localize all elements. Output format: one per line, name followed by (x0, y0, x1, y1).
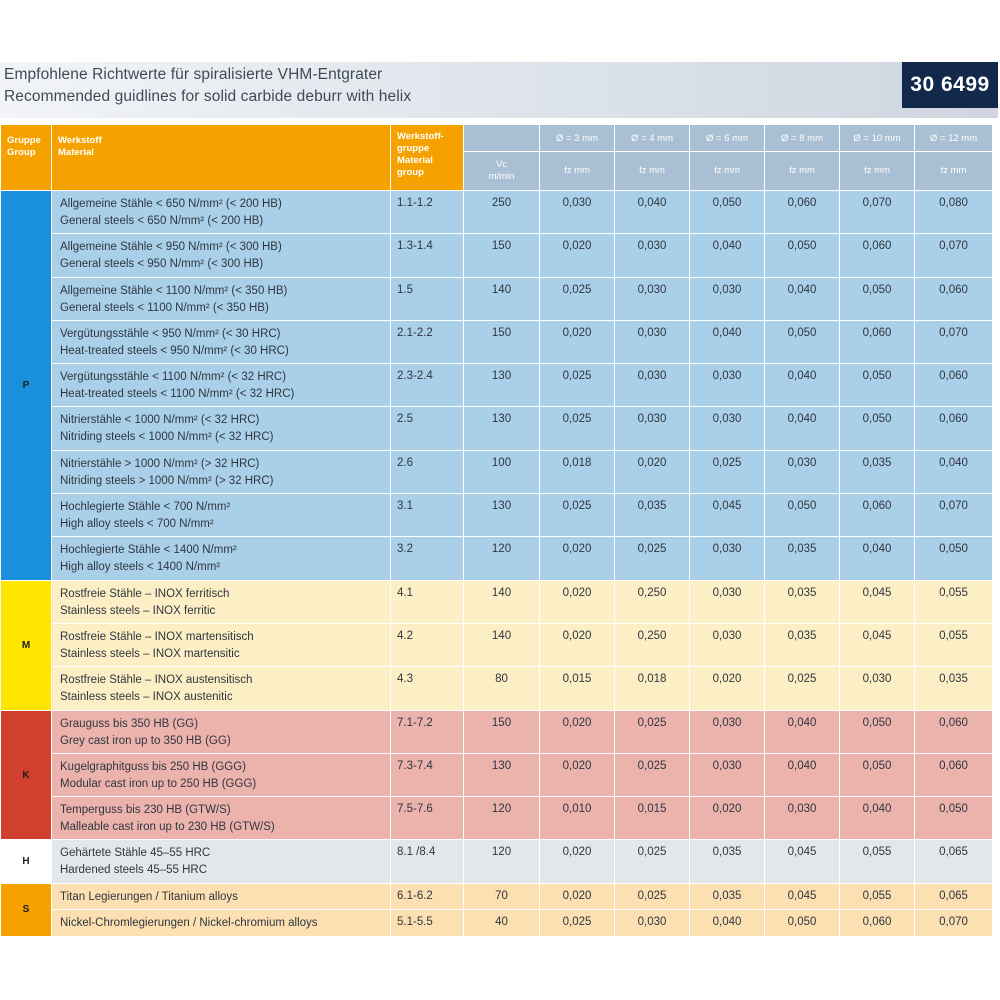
feed-per-tooth-value: 0,060 (915, 710, 993, 753)
feed-per-tooth-value: 0,020 (540, 753, 615, 796)
feed-per-tooth-value: 0,040 (690, 910, 765, 937)
feed-per-tooth-value: 0,030 (615, 407, 690, 450)
material-name-en: Grey cast iron up to 350 HB (GG) (60, 734, 231, 747)
feed-per-tooth-value: 0,020 (540, 883, 615, 910)
feed-per-tooth-value: 0,040 (765, 407, 840, 450)
feed-per-tooth-value: 0,040 (690, 320, 765, 363)
material-group-column-header (391, 125, 464, 191)
material-name-de: Nitrierstähle < 1000 N/mm² (< 32 HRC) (60, 414, 260, 427)
feed-per-tooth-value: 0,050 (840, 407, 915, 450)
feed-per-tooth-value: 0,025 (540, 407, 615, 450)
cutting-speed-value: 150 (464, 710, 540, 753)
article-number-badge: 30 6499 (902, 62, 998, 108)
table-row (1, 580, 993, 623)
feed-per-tooth-value: 0,050 (840, 710, 915, 753)
vc-header (464, 152, 540, 191)
feed-per-tooth-value: 0,045 (765, 840, 840, 883)
feed-per-tooth-value: 0,050 (690, 191, 765, 234)
material-name-en: Stainless steels – INOX austenitic (60, 691, 233, 704)
material-group-range: 7.5-7.6 (391, 797, 464, 840)
feed-per-tooth-value: 0,020 (540, 537, 615, 580)
material-name-de: Kugelgraphitguss bis 250 HB (GGG) (60, 760, 247, 773)
material-group-range: 1.3-1.4 (391, 234, 464, 277)
table-row (1, 320, 993, 363)
feed-per-tooth-value: 0,035 (690, 883, 765, 910)
material-name-en: Hardened steels 45–55 HRC (60, 864, 208, 877)
fz-header: fz mm (915, 152, 993, 191)
feed-per-tooth-value: 0,060 (840, 910, 915, 937)
material-name-de: Allgemeine Stähle < 1100 N/mm² (< 350 HB) (60, 284, 288, 297)
cutting-speed-value: 120 (464, 797, 540, 840)
table-row (1, 494, 993, 537)
feed-per-tooth-value: 0,030 (690, 364, 765, 407)
feed-per-tooth-value: 0,040 (765, 753, 840, 796)
material-name-de: Vergütungsstähle < 1100 N/mm² (< 32 HRC) (60, 371, 287, 384)
material-name-de: Hochlegierte Stähle < 700 N/mm² (60, 501, 231, 514)
feed-per-tooth-value: 0,025 (765, 667, 840, 710)
cutting-speed-value: 140 (464, 277, 540, 320)
material-group-code: S (1, 883, 52, 936)
material-group-range: 2.3-2.4 (391, 364, 464, 407)
feed-per-tooth-value: 0,018 (540, 450, 615, 493)
feed-per-tooth-value: 0,030 (690, 580, 765, 623)
table-row (1, 840, 993, 883)
material-name-en: High alloy steels < 700 N/mm² (60, 518, 214, 531)
material-name-en: Heat-treated steels < 950 N/mm² (< 30 HRC) (60, 344, 289, 357)
feed-per-tooth-value: 0,015 (615, 797, 690, 840)
group-header-en: Group (7, 147, 36, 158)
feed-per-tooth-value: 0,060 (915, 364, 993, 407)
feed-per-tooth-value: 0,040 (765, 710, 840, 753)
material-header-en: Material (58, 147, 94, 158)
table-row (1, 623, 993, 666)
material-group-range: 4.3 (391, 667, 464, 710)
material-name-de: Nitrierstähle > 1000 N/mm² (> 32 HRC) (60, 457, 260, 470)
material-description (52, 450, 391, 493)
material-name-de: Allgemeine Stähle < 650 N/mm² (< 200 HB) (60, 198, 282, 210)
cutting-speed-value: 100 (464, 450, 540, 493)
feed-per-tooth-value: 0,055 (915, 580, 993, 623)
table-row (1, 753, 993, 796)
feed-per-tooth-value: 0,065 (915, 883, 993, 910)
material-group-range: 7.3-7.4 (391, 753, 464, 796)
feed-per-tooth-value: 0,030 (690, 407, 765, 450)
material-group-range: 1.1-1.2 (391, 191, 464, 234)
title-bar (0, 62, 998, 118)
material-name-de: Rostfreie Stähle – INOX martensitisch (60, 630, 254, 643)
cutting-speed-value: 120 (464, 840, 540, 883)
feed-per-tooth-value: 0,030 (690, 710, 765, 753)
cutting-speed-value: 140 (464, 623, 540, 666)
feed-per-tooth-value: 0,015 (540, 667, 615, 710)
feed-per-tooth-value: 0,025 (540, 364, 615, 407)
feed-per-tooth-value: 0,030 (615, 234, 690, 277)
page-title-english: Recommended guidlines for solid carbide deburr with helix (4, 88, 412, 105)
table-row (1, 537, 993, 580)
material-group-code: M (1, 580, 52, 710)
feed-per-tooth-value: 0,030 (615, 364, 690, 407)
guidelines-table (0, 124, 993, 937)
vc-label: Vc (495, 159, 508, 170)
material-group-range: 5.1-5.5 (391, 910, 464, 937)
table-row (1, 407, 993, 450)
diameter-header-4mm: Ø = 4 mm (615, 125, 690, 152)
feed-per-tooth-value: 0,025 (615, 753, 690, 796)
feed-per-tooth-value: 0,045 (840, 580, 915, 623)
material-name-en: Stainless steels – INOX ferritic (60, 604, 216, 617)
diameter-header-10mm: Ø = 10 mm (840, 125, 915, 152)
material-group-range: 4.2 (391, 623, 464, 666)
material-group-range: 2.1-2.2 (391, 320, 464, 363)
feed-per-tooth-value: 0,040 (690, 234, 765, 277)
feed-per-tooth-value: 0,030 (840, 667, 915, 710)
material-name-en: Stainless steels – INOX martensitic (60, 647, 240, 660)
material-name-en: General steels < 950 N/mm² (< 300 HB) (60, 258, 264, 271)
feed-per-tooth-value: 0,055 (840, 883, 915, 910)
material-description (52, 797, 391, 840)
fz-header: fz mm (615, 152, 690, 191)
material-group-header-line3: Material (397, 155, 433, 166)
feed-per-tooth-value: 0,035 (765, 623, 840, 666)
material-group-code: K (1, 710, 52, 840)
table-row (1, 450, 993, 493)
cutting-speed-value: 130 (464, 753, 540, 796)
material-description (52, 710, 391, 753)
material-group-range: 4.1 (391, 580, 464, 623)
vc-unit: m/min (488, 171, 515, 182)
feed-per-tooth-value: 0,025 (615, 710, 690, 753)
feed-per-tooth-value: 0,050 (765, 234, 840, 277)
diameter-header-12mm: Ø = 12 mm (915, 125, 993, 152)
feed-per-tooth-value: 0,080 (915, 191, 993, 234)
material-group-header-line1: Werkstoff- (397, 131, 444, 142)
feed-per-tooth-value: 0,030 (540, 191, 615, 234)
material-group-range: 6.1-6.2 (391, 883, 464, 910)
material-description (52, 191, 391, 234)
material-name-en: Nitriding steels > 1000 N/mm² (> 32 HRC) (60, 474, 274, 487)
material-group-code: H (1, 840, 52, 883)
feed-per-tooth-value: 0,030 (615, 910, 690, 937)
feed-per-tooth-value: 0,050 (840, 364, 915, 407)
feed-per-tooth-value: 0,020 (540, 580, 615, 623)
material-description (52, 537, 391, 580)
fz-header: fz mm (840, 152, 915, 191)
feed-per-tooth-value: 0,020 (540, 710, 615, 753)
feed-per-tooth-value: 0,040 (840, 537, 915, 580)
material-description (52, 580, 391, 623)
feed-per-tooth-value: 0,030 (690, 623, 765, 666)
table-row (1, 667, 993, 710)
feed-per-tooth-value: 0,050 (840, 753, 915, 796)
diameter-header-6mm: Ø = 6 mm (690, 125, 765, 152)
feed-per-tooth-value: 0,050 (915, 537, 993, 580)
feed-per-tooth-value: 0,050 (915, 797, 993, 840)
feed-per-tooth-value: 0,050 (765, 494, 840, 537)
vc-header-blank (464, 125, 540, 152)
cutting-speed-value: 130 (464, 494, 540, 537)
cutting-speed-value: 150 (464, 320, 540, 363)
material-group-range: 2.5 (391, 407, 464, 450)
feed-per-tooth-value: 0,025 (615, 840, 690, 883)
feed-per-tooth-value: 0,050 (765, 910, 840, 937)
feed-per-tooth-value: 0,070 (840, 191, 915, 234)
material-name-en: Modular cast iron up to 250 HB (GGG) (60, 777, 257, 790)
cutting-speed-value: 130 (464, 364, 540, 407)
feed-per-tooth-value: 0,025 (540, 494, 615, 537)
material-group-range: 1.5 (391, 277, 464, 320)
material-description (52, 840, 391, 883)
material-description (52, 883, 391, 910)
feed-per-tooth-value: 0,250 (615, 623, 690, 666)
cutting-speed-value: 40 (464, 910, 540, 937)
table-header-row (1, 125, 993, 152)
feed-per-tooth-value: 0,040 (765, 277, 840, 320)
material-description (52, 234, 391, 277)
cutting-speed-value: 150 (464, 234, 540, 277)
feed-per-tooth-value: 0,070 (915, 910, 993, 937)
material-name-en: Malleable cast iron up to 230 HB (GTW/S) (60, 821, 275, 834)
feed-per-tooth-value: 0,025 (615, 537, 690, 580)
feed-per-tooth-value: 0,035 (765, 580, 840, 623)
diameter-header-8mm: Ø = 8 mm (765, 125, 840, 152)
material-group-header-line2: gruppe (397, 143, 430, 154)
feed-per-tooth-value: 0,050 (840, 277, 915, 320)
fz-header: fz mm (540, 152, 615, 191)
feed-per-tooth-value: 0,070 (915, 320, 993, 363)
feed-per-tooth-value: 0,020 (690, 667, 765, 710)
table-row (1, 364, 993, 407)
material-description (52, 667, 391, 710)
feed-per-tooth-value: 0,030 (765, 797, 840, 840)
material-description (52, 910, 391, 937)
material-name-de: Nickel-Chromlegierungen / Nickel-chromium alloys (60, 917, 318, 930)
feed-per-tooth-value: 0,250 (615, 580, 690, 623)
page-title-german: Empfohlene Richtwerte für spiralisierte VHM-Entgrater (4, 66, 383, 83)
feed-per-tooth-value: 0,025 (540, 277, 615, 320)
table-row (1, 277, 993, 320)
guidelines-body (1, 191, 993, 937)
feed-per-tooth-value: 0,025 (690, 450, 765, 493)
material-group-code: P (1, 191, 52, 581)
feed-per-tooth-value: 0,020 (540, 320, 615, 363)
table-row (1, 234, 993, 277)
feed-per-tooth-value: 0,045 (765, 883, 840, 910)
material-description (52, 494, 391, 537)
cutting-speed-value: 120 (464, 537, 540, 580)
feed-per-tooth-value: 0,060 (915, 277, 993, 320)
material-group-range: 8.1 /8.4 (391, 840, 464, 883)
table-row (1, 191, 993, 234)
table-row (1, 797, 993, 840)
material-group-range: 3.1 (391, 494, 464, 537)
material-name-de: Gehärtete Stähle 45–55 HRC (60, 847, 211, 860)
feed-per-tooth-value: 0,055 (840, 840, 915, 883)
material-name-de: Rostfreie Stähle – INOX ferritisch (60, 587, 230, 600)
cutting-speed-value: 70 (464, 883, 540, 910)
feed-per-tooth-value: 0,035 (765, 537, 840, 580)
material-name-de: Temperguss bis 230 HB (GTW/S) (60, 804, 231, 817)
material-name-de: Hochlegierte Stähle < 1400 N/mm² (60, 544, 237, 557)
material-name-en: General steels < 1100 N/mm² (< 350 HB) (60, 301, 269, 314)
feed-per-tooth-value: 0,040 (840, 797, 915, 840)
feed-per-tooth-value: 0,065 (915, 840, 993, 883)
feed-per-tooth-value: 0,025 (615, 883, 690, 910)
material-name-de: Titan Legierungen / Titanium alloys (60, 890, 238, 903)
cutting-speed-value: 140 (464, 580, 540, 623)
feed-per-tooth-value: 0,055 (915, 623, 993, 666)
feed-per-tooth-value: 0,060 (765, 191, 840, 234)
cutting-speed-value: 130 (464, 407, 540, 450)
feed-per-tooth-value: 0,050 (765, 320, 840, 363)
feed-per-tooth-value: 0,025 (540, 910, 615, 937)
feed-per-tooth-value: 0,070 (915, 494, 993, 537)
feed-per-tooth-value: 0,070 (915, 234, 993, 277)
diameter-header-3mm: Ø = 3 mm (540, 125, 615, 152)
cutting-speed-value: 250 (464, 191, 540, 234)
feed-per-tooth-value: 0,060 (840, 320, 915, 363)
material-name-de: Grauguss bis 350 HB (GG) (60, 717, 199, 730)
material-header-de: Werkstoff (58, 135, 102, 146)
material-group-range: 2.6 (391, 450, 464, 493)
group-column-header (1, 125, 52, 191)
material-name-de: Vergütungsstähle < 950 N/mm² (< 30 HRC) (60, 327, 281, 340)
table-row (1, 710, 993, 753)
material-name-en: Heat-treated steels < 1100 N/mm² (< 32 HRC) (60, 388, 295, 401)
cutting-speed-value: 80 (464, 667, 540, 710)
feed-per-tooth-value: 0,045 (840, 623, 915, 666)
material-group-header-line4: group (397, 167, 424, 178)
feed-per-tooth-value: 0,020 (540, 840, 615, 883)
material-description (52, 407, 391, 450)
table-row (1, 883, 993, 910)
feed-per-tooth-value: 0,018 (615, 667, 690, 710)
material-name-de: Rostfreie Stähle – INOX austensitisch (60, 674, 253, 687)
feed-per-tooth-value: 0,060 (915, 407, 993, 450)
feed-per-tooth-value: 0,030 (690, 277, 765, 320)
feed-per-tooth-value: 0,060 (915, 753, 993, 796)
material-group-range: 7.1-7.2 (391, 710, 464, 753)
material-name-de: Allgemeine Stähle < 950 N/mm² (< 300 HB) (60, 241, 282, 254)
feed-per-tooth-value: 0,020 (690, 797, 765, 840)
feed-per-tooth-value: 0,030 (615, 277, 690, 320)
feed-per-tooth-value: 0,035 (690, 840, 765, 883)
feed-per-tooth-value: 0,030 (615, 320, 690, 363)
fz-header: fz mm (690, 152, 765, 191)
feed-per-tooth-value: 0,035 (915, 667, 993, 710)
material-column-header (52, 125, 391, 191)
feed-per-tooth-value: 0,035 (840, 450, 915, 493)
material-description (52, 623, 391, 666)
material-name-en: Nitriding steels < 1000 N/mm² (< 32 HRC) (60, 431, 274, 444)
feed-per-tooth-value: 0,060 (840, 234, 915, 277)
table-row (1, 910, 993, 937)
feed-per-tooth-value: 0,040 (915, 450, 993, 493)
feed-per-tooth-value: 0,020 (540, 234, 615, 277)
material-description (52, 320, 391, 363)
feed-per-tooth-value: 0,020 (540, 623, 615, 666)
group-header-de: Gruppe (7, 135, 41, 146)
feed-per-tooth-value: 0,030 (690, 753, 765, 796)
feed-per-tooth-value: 0,060 (840, 494, 915, 537)
feed-per-tooth-value: 0,045 (690, 494, 765, 537)
feed-per-tooth-value: 0,040 (765, 364, 840, 407)
feed-per-tooth-value: 0,020 (615, 450, 690, 493)
material-name-en: High alloy steels < 1400 N/mm² (60, 561, 221, 574)
material-description (52, 277, 391, 320)
feed-per-tooth-value: 0,040 (615, 191, 690, 234)
feed-per-tooth-value: 0,010 (540, 797, 615, 840)
feed-per-tooth-value: 0,035 (615, 494, 690, 537)
material-group-range: 3.2 (391, 537, 464, 580)
material-name-en: General steels < 650 N/mm² (< 200 HB) (60, 215, 264, 227)
material-description (52, 753, 391, 796)
fz-header: fz mm (765, 152, 840, 191)
feed-per-tooth-value: 0,030 (690, 537, 765, 580)
material-description (52, 364, 391, 407)
feed-per-tooth-value: 0,030 (765, 450, 840, 493)
